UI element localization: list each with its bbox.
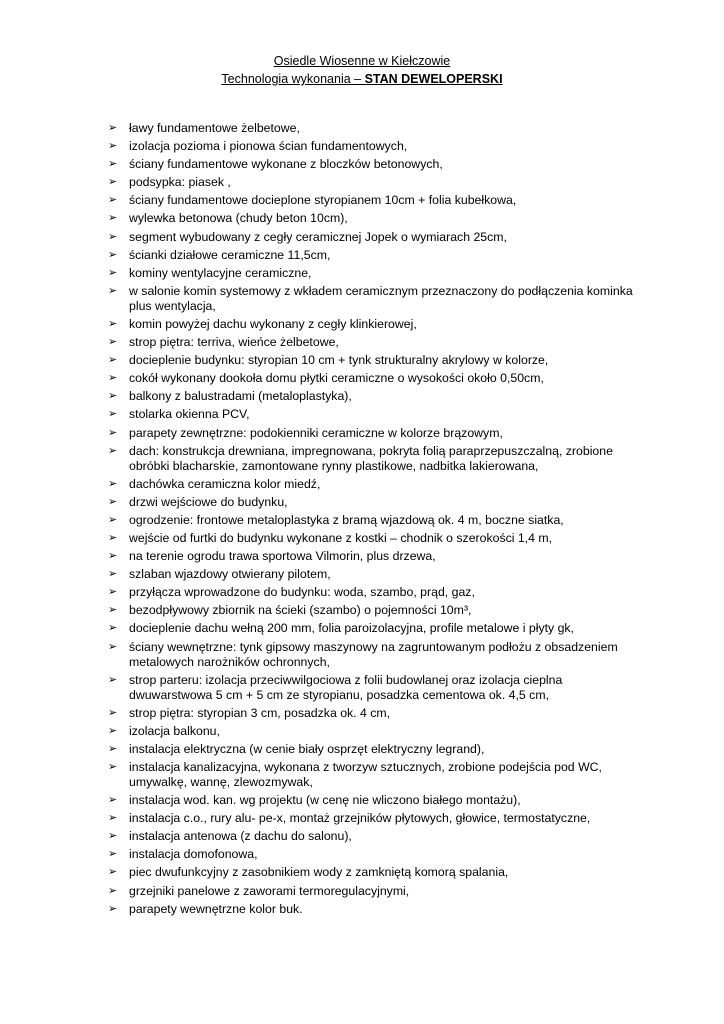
- list-item-text: wylewka betonowa (chudy beton 10cm),: [129, 211, 348, 226]
- subtitle-bold: STAN DEWELOPERSKI: [364, 72, 503, 86]
- list-item-text: dach: konstrukcja drewniana, impregnowana, pokryta folią paraprzepuszczalną, zrobione obróbki blacharskie, zamontowane rynny plastikowe, nadbitka lakierowana,: [129, 443, 613, 473]
- list-item: [108, 724, 648, 739]
- list-item: [108, 621, 648, 636]
- arrow-bullet-icon: ➢: [108, 372, 118, 385]
- list-item-text: docieplenie dachu wełną 200 mm, folia paroizolacyjna, profile metalowe i płyty gk,: [129, 621, 574, 636]
- list-item: [108, 284, 648, 314]
- list-item: [108, 585, 648, 600]
- list-item: [108, 673, 648, 703]
- document-title: Osiedle Wiosenne w Kiełczowie: [273, 54, 451, 68]
- list-item: [108, 121, 648, 136]
- arrow-bullet-icon: ➢: [108, 884, 118, 897]
- list-item: [108, 266, 648, 281]
- arrow-bullet-icon: ➢: [108, 284, 118, 297]
- arrow-bullet-icon: ➢: [108, 673, 118, 686]
- arrow-bullet-icon: ➢: [108, 336, 118, 349]
- list-item-text: ściany wewnętrzne: tynk gipsowy maszynowy na zagruntowanym podłożu z obsadzeniem metalowych narożników ochronnych,: [129, 639, 618, 669]
- list-item-text: cokół wykonany dookoła domu płytki ceramiczne o wysokości około 0,50cm,: [129, 371, 544, 386]
- arrow-bullet-icon: ➢: [108, 724, 118, 737]
- arrow-bullet-icon: ➢: [108, 761, 118, 773]
- arrow-bullet-icon: ➢: [108, 742, 118, 755]
- list-item: [108, 742, 648, 757]
- arrow-bullet-icon: ➢: [108, 317, 118, 330]
- arrow-bullet-icon: ➢: [108, 248, 118, 261]
- list-item-text: ściany fundamentowe wykonane z bloczków betonowych,: [129, 157, 443, 172]
- list-item-text: kominy wentylacyjne ceramiczne,: [129, 265, 312, 280]
- list-item: [108, 513, 648, 528]
- arrow-bullet-icon: ➢: [108, 266, 118, 279]
- arrow-bullet-icon: ➢: [108, 550, 118, 563]
- list-item: [108, 549, 648, 564]
- list-item: [108, 495, 648, 510]
- list-item: [108, 426, 648, 441]
- arrow-bullet-icon: ➢: [108, 426, 118, 439]
- list-item: [108, 139, 648, 154]
- list-item-text: drzwi wejściowe do budynku,: [129, 494, 288, 509]
- arrow-bullet-icon: ➢: [108, 194, 118, 207]
- list-item: [108, 248, 648, 263]
- list-item-text: ławy fundamentowe żelbetowe,: [129, 121, 300, 135]
- list-item-text: podsypka: piasek ,: [129, 175, 231, 190]
- arrow-bullet-icon: ➢: [108, 568, 118, 581]
- list-item: [108, 760, 648, 790]
- arrow-bullet-icon: ➢: [108, 604, 118, 617]
- list-item-text: instalacja wod. kan. wg projektu (w cenę nie wliczono białego montażu),: [129, 793, 521, 808]
- list-item-text: bezodpływowy zbiornik na ścieki (szambo) o pojemności 10m³,: [129, 603, 472, 618]
- list-item-text: grzejniki panelowe z zaworami termoregulacyjnymi,: [129, 883, 410, 898]
- list-item-text: docieplenie budynku: styropian 10 cm + tynk strukturalny akrylowy w kolorze,: [129, 353, 549, 368]
- list-item: [108, 444, 648, 474]
- list-item: [108, 175, 648, 190]
- list-item-text: komin powyżej dachu wykonany z cegły klinkierowej,: [129, 316, 417, 331]
- list-item-text: segment wybudowany z cegły ceramicznej Jopek o wymiarach 25cm,: [129, 229, 507, 244]
- arrow-bullet-icon: ➢: [108, 122, 118, 134]
- arrow-bullet-icon: ➢: [108, 158, 118, 171]
- list-item-text: instalacja c.o., rury alu- pe-x, montaż grzejników płytowych, głowice, termostatyczne,: [129, 811, 591, 826]
- arrow-bullet-icon: ➢: [108, 902, 118, 915]
- list-item-text: parapety zewnętrzne: podokienniki ceramiczne w kolorze brązowym,: [129, 425, 503, 440]
- list-item-text: instalacja kanalizacyjna, wykonana z tworzyw sztucznych, zrobione podejścia pod WC, umywalkę, wannę, zlewozmywak,: [129, 760, 602, 789]
- list-item: [108, 847, 648, 862]
- list-item: [108, 829, 648, 844]
- list-item: [108, 902, 648, 917]
- list-item: [108, 567, 648, 582]
- list-item: [108, 193, 648, 208]
- list-item: [108, 640, 648, 670]
- arrow-bullet-icon: ➢: [108, 354, 118, 367]
- arrow-bullet-icon: ➢: [108, 848, 118, 861]
- list-item-text: strop piętra: terriva, wieńce żelbetowe,: [129, 335, 339, 350]
- arrow-bullet-icon: ➢: [108, 176, 118, 189]
- arrow-bullet-icon: ➢: [108, 444, 118, 457]
- list-item: [108, 706, 648, 721]
- list-item: [108, 531, 648, 546]
- list-item-text: piec dwufunkcyjny z zasobnikiem wody z zamkniętą komorą spalania,: [129, 865, 509, 880]
- list-item-text: izolacja balkonu,: [129, 723, 220, 738]
- list-item-text: ściany fundamentowe docieplone styropianem 10cm + folia kubełkowa,: [129, 193, 517, 208]
- specification-list: [108, 121, 648, 920]
- arrow-bullet-icon: ➢: [108, 390, 118, 403]
- list-item: [108, 371, 648, 386]
- list-item-text: strop piętra: styropian 3 cm, posadzka ok. 4 cm,: [129, 705, 391, 720]
- arrow-bullet-icon: ➢: [108, 531, 118, 544]
- arrow-bullet-icon: ➢: [108, 140, 118, 153]
- list-item: [108, 230, 648, 245]
- document-subtitle: [0, 70, 724, 88]
- list-item-text: stolarka okienna PCV,: [129, 407, 250, 422]
- list-item-text: parapety wewnętrzne kolor buk.: [129, 901, 303, 916]
- arrow-bullet-icon: ➢: [108, 640, 118, 653]
- list-item-text: instalacja antenowa (z dachu do salonu),: [129, 829, 352, 844]
- list-item: [108, 317, 648, 332]
- arrow-bullet-icon: ➢: [108, 830, 118, 843]
- list-item-text: strop parteru: izolacja przeciwwilgociowa z folii budowlanej oraz izolacja cieplna dwuwarstwowa 5 cm + 5 cm ze styropianu, posadzka cementowa ok. 4,5 cm,: [129, 672, 563, 702]
- arrow-bullet-icon: ➢: [108, 866, 118, 879]
- list-item-text: izolacja pozioma i pionowa ścian fundamentowych,: [129, 139, 408, 154]
- list-item: [108, 335, 648, 350]
- list-item-text: ścianki działowe ceramiczne 11,5cm,: [129, 247, 331, 262]
- list-item: [108, 353, 648, 368]
- list-item: [108, 884, 648, 899]
- list-item: [108, 865, 648, 880]
- list-item: [108, 477, 648, 492]
- list-item: [108, 811, 648, 826]
- list-item: [108, 603, 648, 618]
- arrow-bullet-icon: ➢: [108, 706, 118, 719]
- list-item-text: wejście od furtki do budynku wykonane z kostki – chodnik o szerokości 1,4 m,: [129, 530, 553, 545]
- list-item-text: w salonie komin systemowy z wkładem ceramicznym przeznaczony do podłączenia kominka plus wentylacja,: [129, 283, 633, 313]
- arrow-bullet-icon: ➢: [108, 812, 118, 825]
- list-item-text: szlaban wjazdowy otwierany pilotem,: [129, 567, 331, 582]
- list-item-text: przyłącza wprowadzone do budynku: woda, szambo, prąd, gaz,: [129, 585, 475, 600]
- list-item-text: balkony z balustradami (metaloplastyka),: [129, 389, 352, 404]
- arrow-bullet-icon: ➢: [108, 622, 118, 635]
- subtitle-prefix: Technologia wykonania –: [221, 72, 365, 86]
- arrow-bullet-icon: ➢: [108, 586, 118, 599]
- list-item-text: dachówka ceramiczna kolor miedź,: [129, 476, 321, 491]
- arrow-bullet-icon: ➢: [108, 794, 118, 807]
- arrow-bullet-icon: ➢: [108, 230, 118, 243]
- list-item: [108, 157, 648, 172]
- arrow-bullet-icon: ➢: [108, 212, 118, 225]
- list-item: [108, 793, 648, 808]
- list-item-text: instalacja elektryczna (w cenie biały osprzęt elektryczny legrand),: [129, 741, 485, 756]
- list-item-text: instalacja domofonowa,: [129, 847, 258, 862]
- arrow-bullet-icon: ➢: [108, 408, 118, 421]
- list-item: [108, 211, 648, 226]
- list-item: [108, 407, 648, 422]
- arrow-bullet-icon: ➢: [108, 495, 118, 508]
- document-header: [0, 52, 724, 88]
- arrow-bullet-icon: ➢: [108, 477, 118, 490]
- arrow-bullet-icon: ➢: [108, 513, 118, 526]
- list-item: [108, 389, 648, 404]
- list-item-text: na terenie ogrodu trawa sportowa Vilmorin, plus drzewa,: [129, 549, 436, 564]
- list-item-text: ogrodzenie: frontowe metaloplastyka z bramą wjazdową ok. 4 m, boczne siatka,: [129, 512, 564, 527]
